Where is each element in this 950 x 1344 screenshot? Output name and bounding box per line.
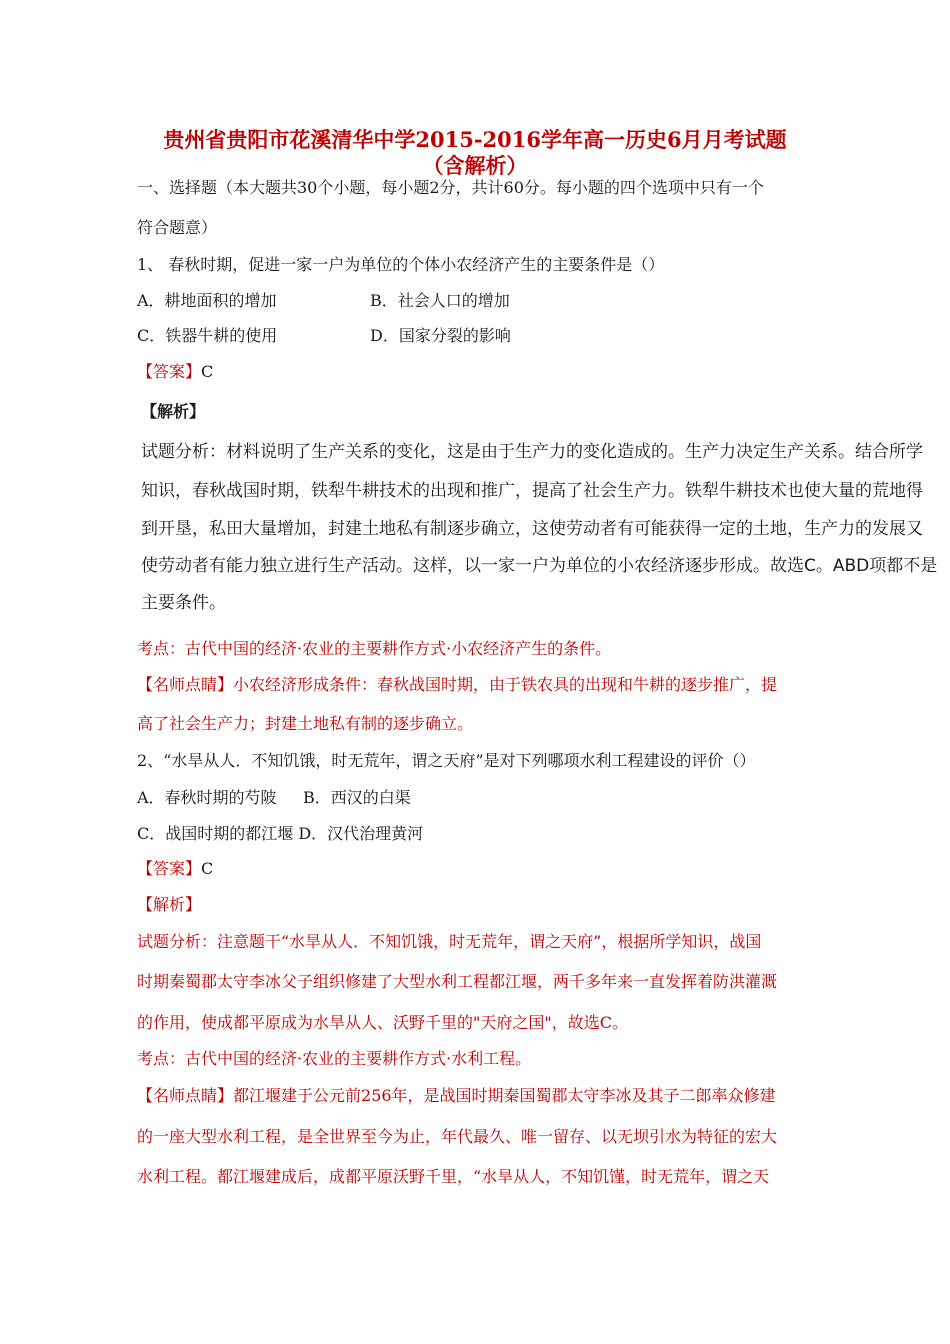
- q1-answer-value: C: [201, 362, 214, 381]
- q2-analysis-tag: 【解析】: [137, 895, 202, 914]
- q1-option-c: C．铁器牛耕的使用: [137, 326, 278, 345]
- q1-analysis-line-2: 知识，春秋战国时期，铁犁牛耕技术的出现和推广，提高了社会生产力。铁犁牛耕技术也使大量的荒地得: [141, 481, 923, 501]
- q2-mingshi-line-3: 水利工程。都江堰建成后，成都平原沃野千里，“水旱从人，不知饥馑，时无荒年，谓之天: [137, 1167, 770, 1186]
- q1-analysis-line-4: 使劳动者有能力独立进行生产活动。这样，以一家一户为单位的小农经济逐步形成。故选C。ABD项都不是: [141, 556, 938, 576]
- q1-option-b: B．社会人口的增加: [370, 291, 510, 310]
- q2-answer-value: C: [201, 859, 214, 878]
- q1-kaodian: 考点：古代中国的经济·农业的主要耕作方式·小农经济产生的条件。: [137, 639, 612, 658]
- q1-mingshi-tag: 【名师点睛】: [137, 675, 234, 694]
- q2-analysis-line-1: 试题分析：注意题干“水旱从人．不知饥饿，时无荒年，谓之天府”，根据所学知识，战国: [137, 932, 762, 951]
- q1-analysis-line-1: 试题分析：材料说明了生产关系的变化，这是由于生产力的变化造成的。生产力决定生产关系。结合所学: [141, 442, 923, 462]
- q2-mingshi-tag: 【名师点睛】: [137, 1086, 234, 1105]
- q2-analysis-line-2: 时期秦蜀郡太守李冰父子组织修建了大型水利工程都江堰，两千多年来一直发挥着防洪灌溉: [137, 972, 778, 991]
- q2-stem: 2、“水旱从人．不知饥饿，时无荒年，谓之天府”是对下列哪项水利工程建设的评价（）: [137, 751, 756, 770]
- q2-analysis-line-3: 的作用，使成都平原成为水旱从人、沃野千里的"天府之国"，故选C。: [137, 1013, 628, 1032]
- q1-stem: 1、 春秋时期，促进一家一户为单位的个体小农经济产生的主要条件是（）: [137, 255, 665, 274]
- q2-mingshi-text-1: 都江堰建于公元前256年，是战国时期秦国蜀郡太守李冰及其子二郎率众修建: [233, 1086, 776, 1105]
- title-line-2: （含解析）: [422, 153, 528, 178]
- q1-analysis-line-3: 到开垦，私田大量增加，封建土地私有制逐步确立，这使劳动者有可能获得一定的土地，生产力的发展又: [141, 519, 923, 539]
- q1-mingshi-text-1: 小农经济形成条件：春秋战国时期，由于铁农具的出现和牛耕的逐步推广，提: [233, 675, 778, 694]
- q2-answer-tag: 【答案】: [137, 859, 202, 878]
- q1-mingshi-line-1: [137, 675, 777, 695]
- q2-answer: [137, 859, 213, 879]
- section-header-line-2: 符合题意）: [137, 218, 218, 237]
- q1-analysis-line-5: 主要条件。: [141, 593, 226, 613]
- q1-mingshi-line-2: 高了社会生产力；封建土地私有制的逐步确立。: [137, 714, 474, 733]
- q2-kaodian: 考点：古代中国的经济·农业的主要耕作方式·水利工程。: [137, 1049, 532, 1068]
- q1-answer-tag: 【答案】: [137, 362, 202, 381]
- q2-option-a: A．春秋时期的芍陂: [137, 788, 277, 807]
- q1-analysis-tag: 【解析】: [141, 402, 206, 421]
- q2-mingshi-line-2: 的一座大型水利工程，是全世界至今为止，年代最久、唯一留存、以无坝引水为特征的宏大: [137, 1127, 778, 1146]
- q2-mingshi-line-1: [137, 1086, 776, 1106]
- q1-answer: [137, 362, 213, 382]
- q2-option-cd: C．战国时期的都江堰 D．汉代治理黄河: [137, 824, 424, 843]
- section-header-line-1: 一、选择题（本大题共30个小题，每小题2分，共计60分。每小题的四个选项中只有一个: [137, 178, 764, 197]
- q2-option-b: B．西汉的白渠: [303, 788, 411, 807]
- title-line-1: 贵州省贵阳市花溪清华中学2015-2016学年高一历史6月月考试题: [163, 127, 787, 152]
- q1-option-d: D．国家分裂的影响: [370, 326, 511, 345]
- q1-option-a: A．耕地面积的增加: [137, 291, 277, 310]
